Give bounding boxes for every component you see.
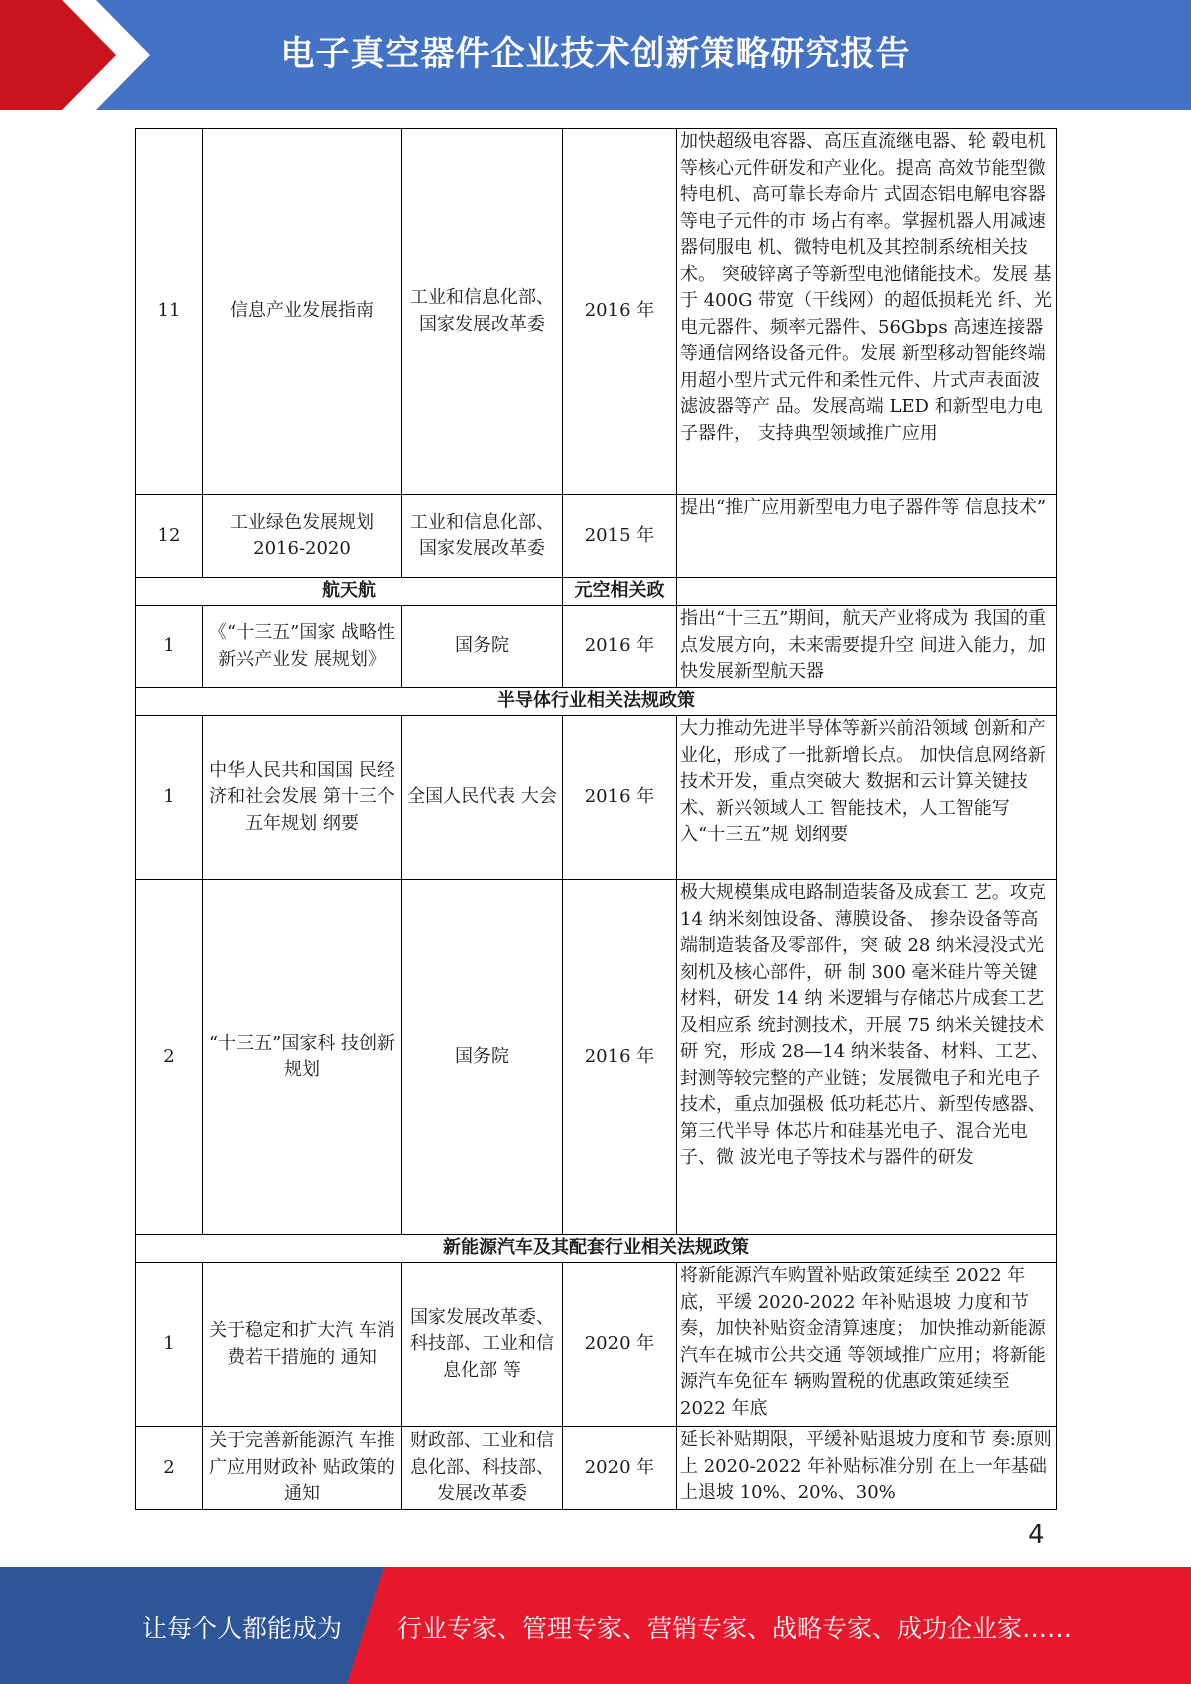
page-header — [0, 0, 1191, 110]
policy-name: “十三五”国家科 技创新规划 — [203, 880, 402, 1235]
footer-slogan-right: 行业专家、管理专家、营销专家、战略专家、成功企业家…… — [397, 1614, 1073, 1643]
report-title: 电子真空器件企业技术创新策略研究报告 — [280, 34, 911, 74]
policy-table — [135, 128, 1057, 1510]
policy-description: 延长补贴期限，平缓补贴退坡力度和节 奏:原则上 2020-2022 年补贴标准分别 在上一年基础上退坡 10%、20%、30% — [677, 1427, 1057, 1510]
table-row — [136, 495, 1057, 578]
release-year: 2016 年 — [563, 716, 677, 880]
table-row — [136, 880, 1057, 1235]
policy-description: 加快超级电容器、高压直流继电器、轮 毂电机等核心元件研发和产业化。提高 高效节能型微特电机、高可靠长寿命片 式固态铝电解电容器等电子元件的市 场占有率。掌握机器人用减速器伺服电 机、微特电机及其控制系统相关技术。 突破锌离子等新型电池储能技术。发展 基于 400G 带宽（干线网）的超低损耗光 纤、光电元器件、频率元器件、56Gbps 高速连接器等通信网络设备元件。发展 新型移动智能终端用超小型片式元件和柔性元件、片式声表面波滤波器等产 品。发展高端 LED 和新型电力电子器件， 支持典型领域推广应用 — [677, 129, 1057, 495]
section-header-aerospace — [136, 578, 1057, 606]
issuing-department: 工业和信息化部、国家发展改革委 — [402, 495, 563, 578]
policy-description: 指出“十三五”期间，航天产业将成为 我国的重点发展方向，未来需要提升空 间进入能力，加快发展新型航天器 — [677, 606, 1057, 688]
section-title-left: 航天航 — [136, 578, 563, 606]
issuing-department: 全国人民代表 大会 — [402, 716, 563, 880]
table-row — [136, 1263, 1057, 1427]
section-title: 半导体行业相关法规政策 — [136, 688, 1057, 716]
section-title-empty — [677, 578, 1057, 606]
table-row — [136, 606, 1057, 688]
issuing-department: 工业和信息化部、国家发展改革委 — [402, 129, 563, 495]
issuing-department: 国务院 — [402, 606, 563, 688]
issuing-department: 国务院 — [402, 880, 563, 1235]
row-number: 2 — [136, 880, 203, 1235]
row-number: 12 — [136, 495, 203, 578]
release-year: 2016 年 — [563, 129, 677, 495]
section-title-mid: 元空相关政 — [563, 578, 677, 606]
section-title: 新能源汽车及其配套行业相关法规政策 — [136, 1235, 1057, 1263]
release-year: 2020 年 — [563, 1263, 677, 1427]
release-year: 2016 年 — [563, 606, 677, 688]
policy-name: 中华人民共和国国 民经济和社会发展 第十三个五年规划 纲要 — [203, 716, 402, 880]
release-year: 2020 年 — [563, 1427, 677, 1510]
policy-description: 将新能源汽车购置补贴政策延续至 2022 年底，平缓 2020-2022 年补贴退坡 力度和节奏，加快补贴资金清算速度； 加快推动新能源汽车在城市公共交通 等领域推广应用；将新能源汽车免征车 辆购置税的优惠政策延续至 2022 年底 — [677, 1263, 1057, 1427]
footer-slogan-left: 让每个人都能成为 — [142, 1614, 343, 1643]
issuing-department: 财政部、工业和信息化部、科技部、发展改革委 — [402, 1427, 563, 1510]
policy-name: 工业绿色发展规划 2016-2020 — [203, 495, 402, 578]
row-number: 11 — [136, 129, 203, 495]
row-number: 1 — [136, 716, 203, 880]
policy-name: 关于稳定和扩大汽 车消费若干措施的 通知 — [203, 1263, 402, 1427]
policy-description: 提出“推广应用新型电力电子器件等 信息技术” — [677, 495, 1057, 578]
release-year: 2015 年 — [563, 495, 677, 578]
policy-description: 大力推动先进半导体等新兴前沿领域 创新和产业化，形成了一批新增长点。 加快信息网络新技术开发，重点突破大 数据和云计算关键技术、新兴领域人工 智能技术，人工智能写入“十三五”规 划纲要 — [677, 716, 1057, 880]
policy-description: 极大规模集成电路制造装备及成套工 艺。攻克 14 纳米刻蚀设备、薄膜设备、 掺杂设备等高端制造装备及零部件，突 破 28 纳米浸没式光刻机及核心部件，研 制 300 毫米硅片等关键材料，研发 14 纳 米逻辑与存储芯片成套工艺及相应系 统封测技术，开展 75 纳米关键技术研 究，形成 28—14 纳米装备、材料、工艺、 封测等较完整的产业链；发展微电子和光电子技术，重点加强极 低功耗芯片、新型传感器、第三代半导 体芯片和硅基光电子、混合光电子、微 波光电子等技术与器件的研发 — [677, 880, 1057, 1235]
policy-name: 信息产业发展指南 — [203, 129, 402, 495]
row-number: 2 — [136, 1427, 203, 1510]
policy-name: 关于完善新能源汽 车推广应用财政补 贴政策的通知 — [203, 1427, 402, 1510]
release-year: 2016 年 — [563, 880, 677, 1235]
section-header-semiconductor — [136, 688, 1057, 716]
table-row — [136, 129, 1057, 495]
table-row — [136, 716, 1057, 880]
page-footer — [0, 1567, 1191, 1684]
table-row — [136, 1427, 1057, 1510]
row-number: 1 — [136, 1263, 203, 1427]
section-header-nev — [136, 1235, 1057, 1263]
row-number: 1 — [136, 606, 203, 688]
policy-name: 《“十三五”国家 战略性新兴产业发 展规划》 — [203, 606, 402, 688]
issuing-department: 国家发展改革委、科技部、工业和信息化部 等 — [402, 1263, 563, 1427]
page-number: 4 — [1028, 1520, 1045, 1550]
